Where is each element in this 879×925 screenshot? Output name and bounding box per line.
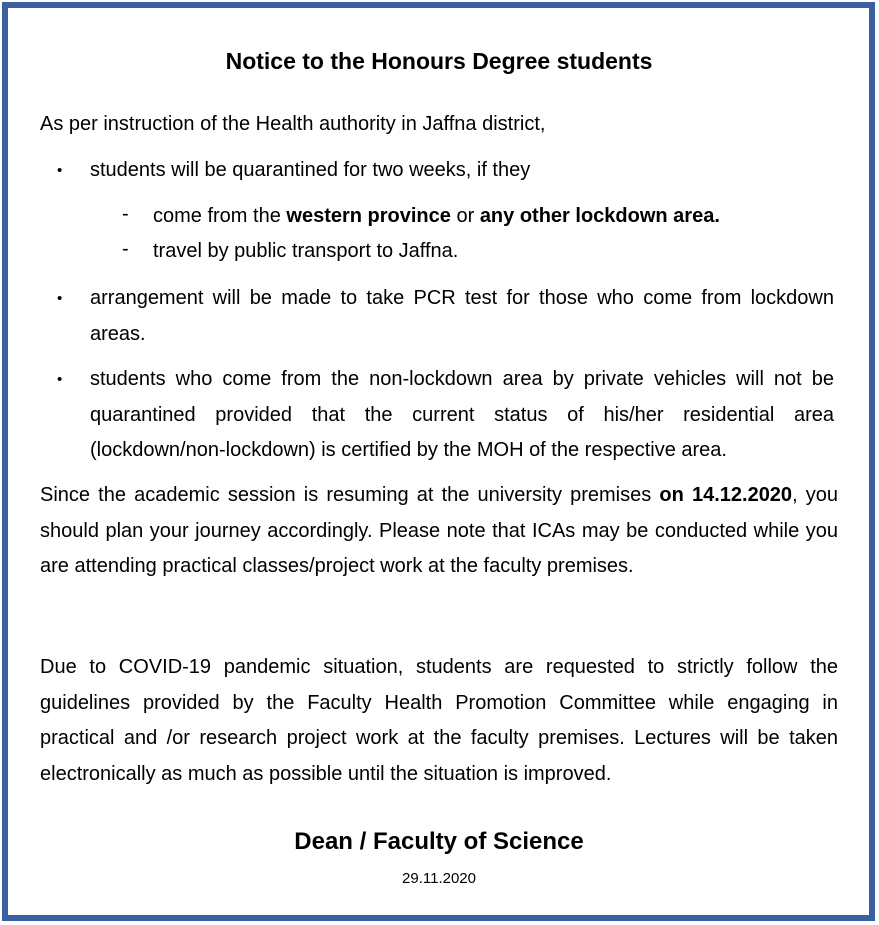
bullet-non-lockdown: students who come from the non-lockdown area by private vehicles will not be quarantined provided that the current status of his/her residential area (lockdown/non-lockdown) is certified by the MOH of the respective area. — [90, 368, 834, 461]
signature: Dean / Faculty of Science — [294, 828, 584, 855]
bullet-marker: • — [57, 371, 63, 388]
bullet-pcr-test: arrangement will be made to take PCR test for those who come from lockdown areas. — [90, 287, 834, 345]
sub-text: come from the — [153, 205, 287, 227]
bullet-marker: • — [57, 290, 63, 307]
notice-frame — [2, 2, 875, 921]
notice-date: 29.11.2020 — [402, 870, 476, 887]
paragraph-text: Since the academic session is resuming at the university premises — [40, 484, 660, 506]
bold-date: on 14.12.2020 — [659, 484, 793, 506]
bold-lockdown-area: any other lockdown area. — [479, 205, 720, 227]
session-paragraph — [40, 478, 838, 585]
covid-paragraph: Due to COVID-19 pandemic situation, students are requested to strictly follow the guidelines provided by the Faculty Health Promotion Committee while engaging in practical and /or research project work at the faculty premises. Lectures will be taken electronically as much as possible until the situation is improved. — [40, 656, 838, 785]
dash-marker: - — [122, 238, 129, 260]
bold-western-province: western province — [286, 205, 451, 227]
sub-item-public-transport: travel by public transport to Jaffna. — [153, 240, 459, 262]
bullet-quarantine: students will be quarantined for two weeks, if they — [90, 159, 531, 181]
notice-title: Notice to the Honours Degree students — [225, 48, 653, 74]
sub-text: or — [450, 205, 480, 227]
sub-item-western-province — [153, 199, 720, 235]
bullet-marker: • — [57, 162, 63, 179]
intro-text: As per instruction of the Health authority in Jaffna district, — [40, 113, 546, 135]
dash-marker: - — [122, 203, 129, 225]
paragraph-text: , you should plan your journey accordingly. Please note that ICAs may be conducted while you are attending practical classes/project work at the faculty premises. — [40, 484, 839, 577]
